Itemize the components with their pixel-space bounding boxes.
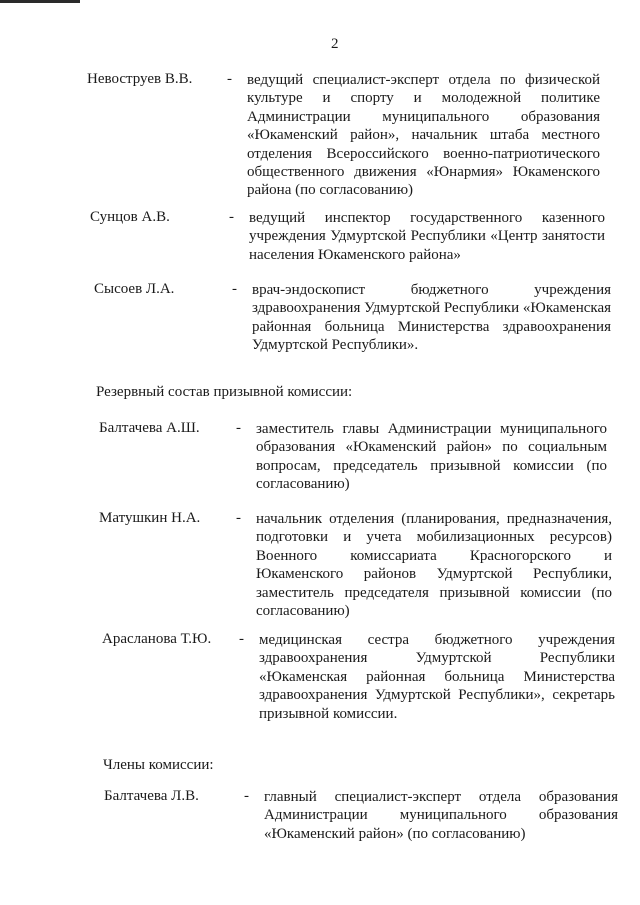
person-role: главный специалист-эксперт отдела образования Администрации муниципального образования «Юкаменский район» (по согласованию) [264, 789, 618, 842]
person-name: Балтачева А.Ш. [99, 420, 200, 436]
person-role: заместитель главы Администрации муниципального образования «Юкаменский район» по социальным вопросам, председатель призывной комиссии (по согласованию) [256, 421, 607, 493]
separator-dash: - [227, 71, 232, 87]
person-name: Сысоев Л.А. [94, 281, 175, 297]
person-name: Арасланова Т.Ю. [102, 631, 212, 647]
person-name: Сунцов А.В. [90, 209, 170, 225]
person-role: ведущий инспектор государственного казенного учреждения Удмуртской Республики «Центр занятости населения Юкаменского района» [249, 210, 605, 263]
separator-dash: - [239, 631, 244, 647]
separator-dash: - [236, 510, 241, 526]
separator-dash: - [232, 281, 237, 297]
separator-dash: - [236, 420, 241, 436]
separator-dash: - [244, 788, 249, 804]
person-role: медицинская сестра бюджетного учреждения здравоохранения Удмуртской Республики «Юкаменская районная больница Министерства здравоохранения Удмуртской Республики», секретарь призывной комиссии. [259, 632, 615, 722]
separator-dash: - [229, 209, 234, 225]
page-number: 2 [331, 36, 339, 52]
scan-corner-mark [0, 0, 80, 3]
person-name: Балтачева Л.В. [104, 788, 199, 804]
section-heading-members: Члены комиссии: [103, 757, 214, 773]
person-role: врач-эндоскопист бюджетного учреждения здравоохранения Удмуртской Республики «Юкаменская районная больница Министерства здравоохранения Удмуртской Республики». [252, 282, 611, 354]
person-name: Невоструев В.В. [87, 71, 193, 87]
person-name: Матушкин Н.А. [99, 510, 201, 526]
section-heading-reserve: Резервный состав призывной комиссии: [96, 384, 353, 400]
person-role: начальник отделения (планирования, предназначения, подготовки и учета мобилизационных ресурсов) Военного комиссариата Красногорского и Юкаменского районов Удмуртской Республики, заместитель председателя призывной комиссии (по согласованию) [256, 511, 612, 620]
person-role: ведущий специалист-эксперт отдела по физической культуре и спорту и молодежной политике Администрации муниципального образования «Юкаменский район», начальник штаба местного отделения Всероссийского военно-патриотического общественного движения «Юнармия» Юкаменского района (по согласованию) [247, 72, 600, 199]
